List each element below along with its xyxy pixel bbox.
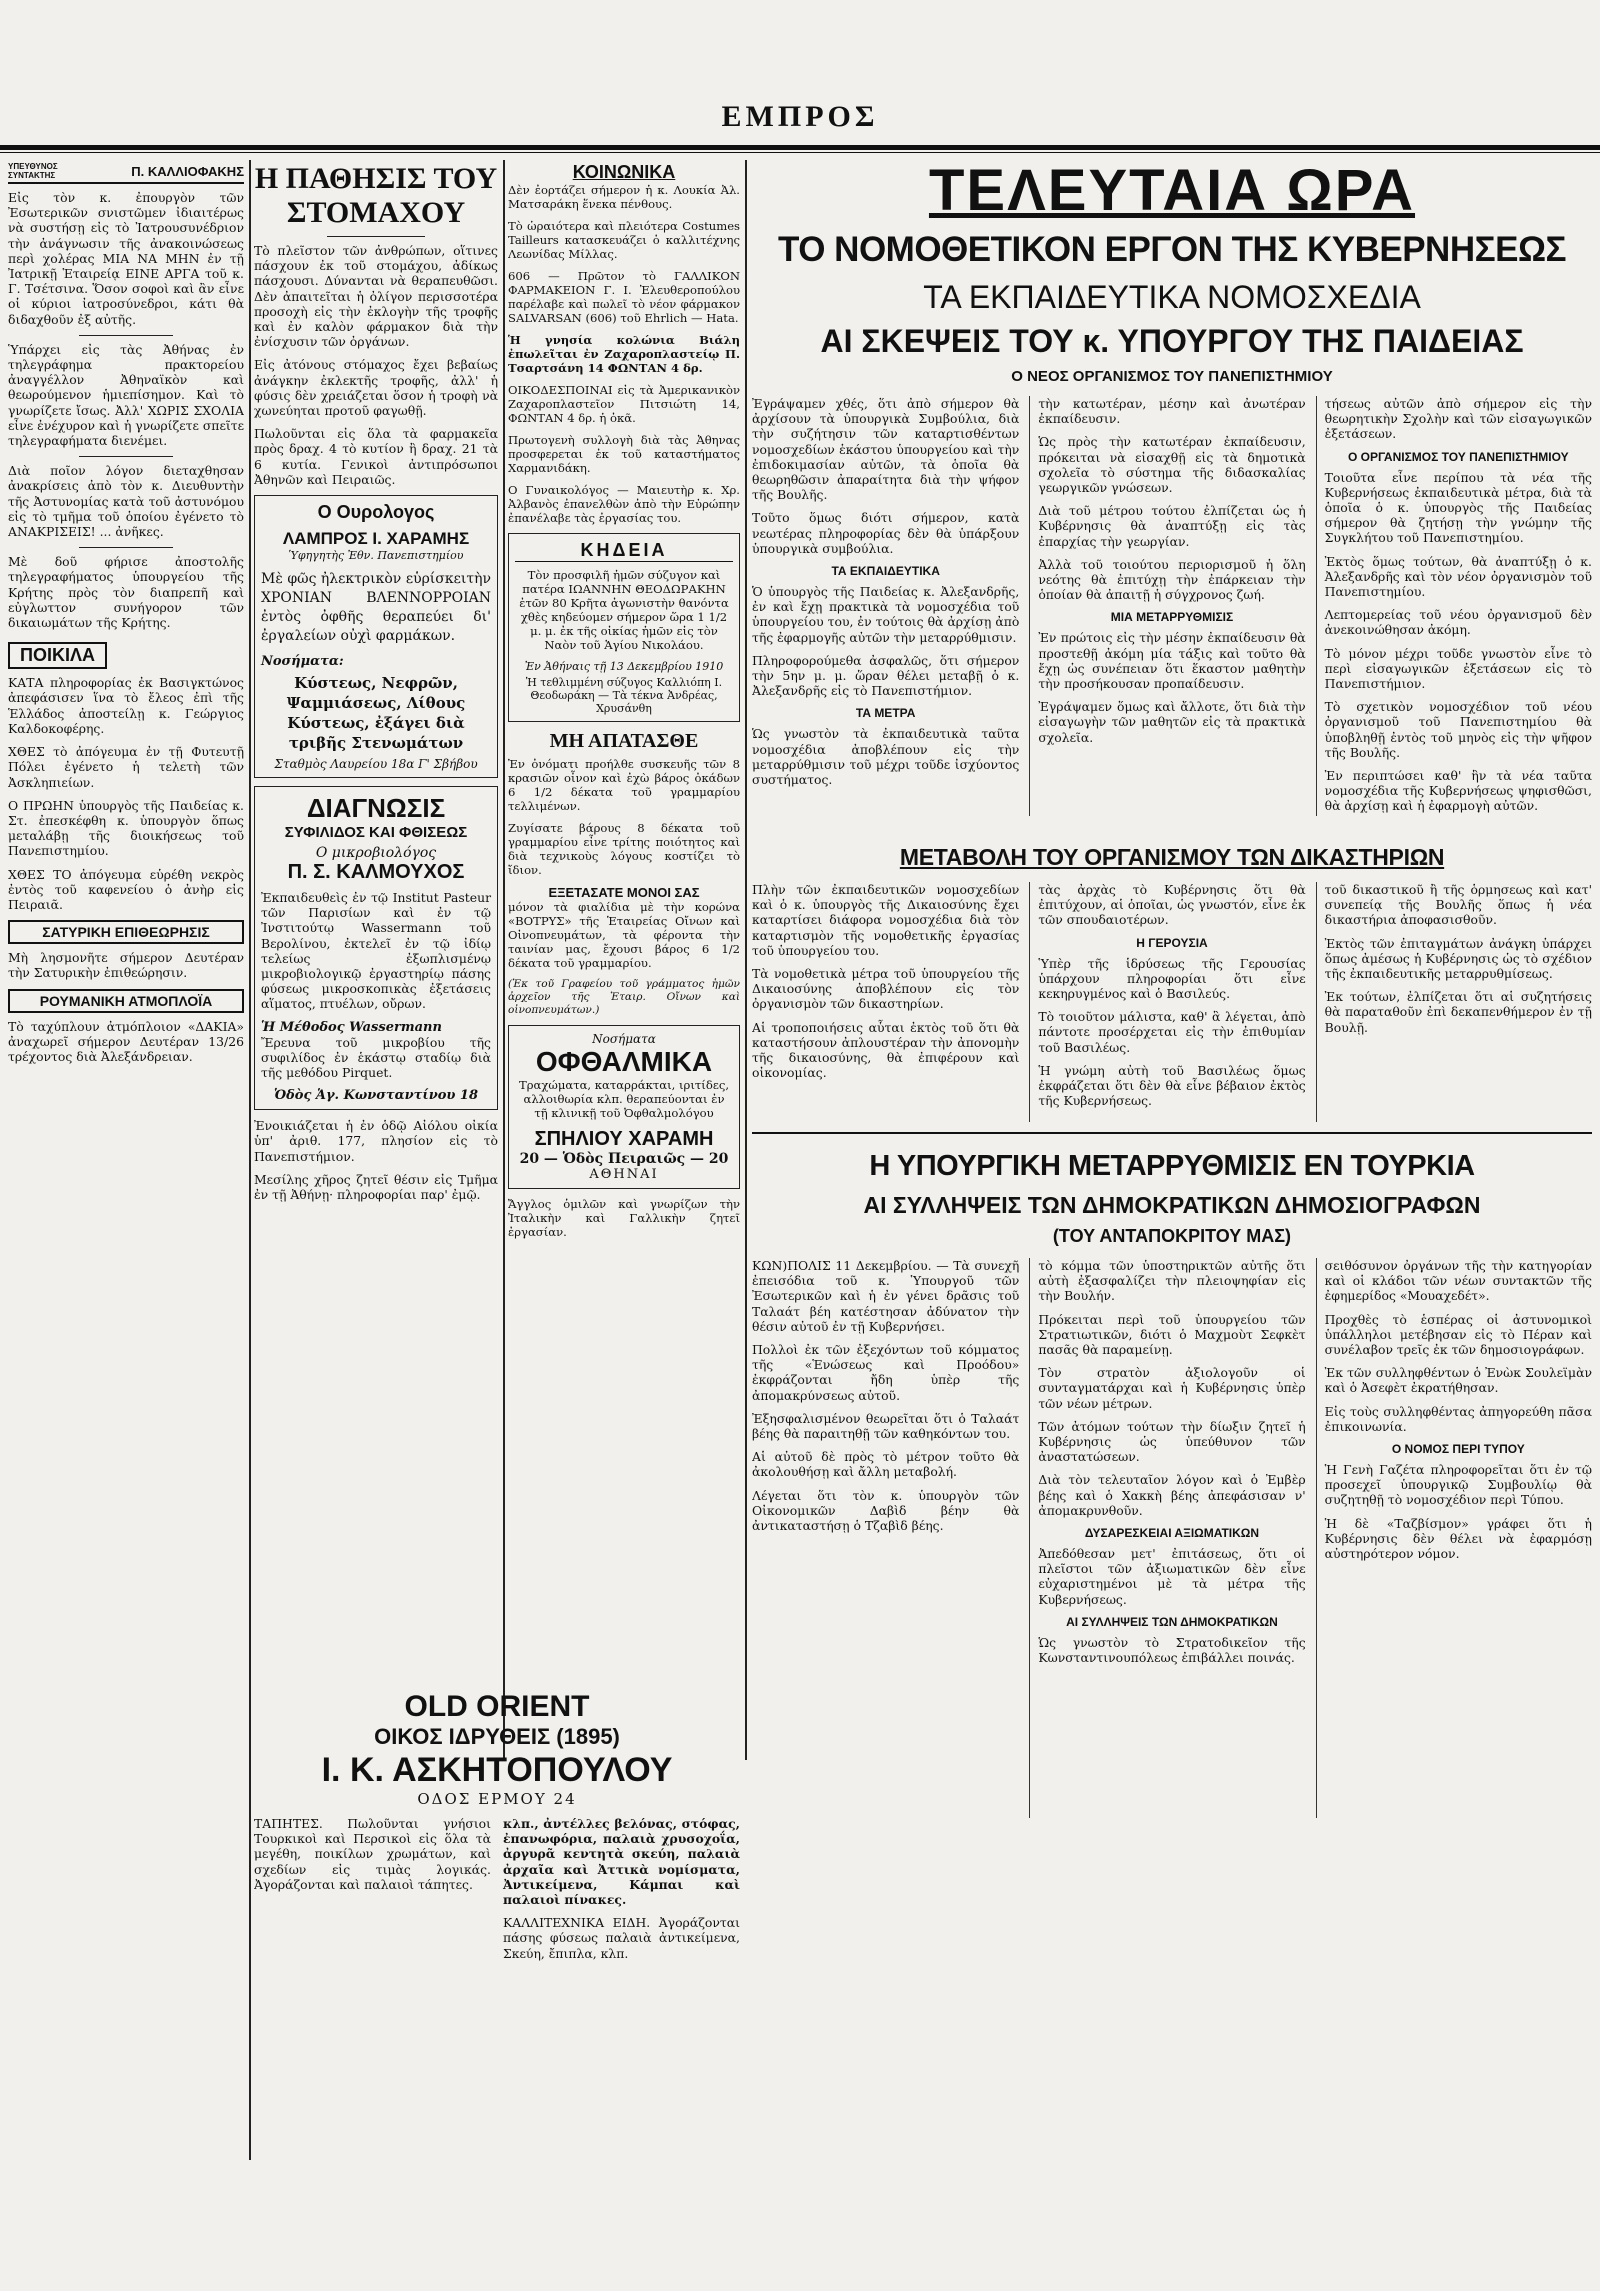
paragraph: Τὸ τοιοῦτον μάλιστα, καθ' ἃ λέγεται, ἀπὸ πάντοτε προσέρχεται εἰς τὴν ἐπιθυμίαν τοῦ Βασιλέως. bbox=[1038, 1009, 1306, 1055]
ad-diagnosis-doctor: Ο μικροβιολόγος bbox=[315, 845, 437, 862]
paragraph: Τὸ μόνον μέχρι τοῦδε γνωστὸν εἶνε τὸ περὶ εἰσαγωγικῶν ἐξετάσεων εἰς τὸ Πανεπιστήμιον. bbox=[1324, 645, 1592, 692]
paragraph: Ἐν ὀνόματι προήλθε συσκευῆς τῶν 8 κρασιῶν οἶνον καὶ ἐχὼ βάρος ὀκάδων 6 1/2 δέκατα τοῦ γραμμαρίου τελλιμένων. bbox=[508, 757, 740, 813]
ad-old-orient-text bbox=[254, 1816, 740, 1969]
paragraph: τὰς ἀρχὰς τὸ Κυβέρνησις ὅτι θὰ ἐπιτύχουν, αἱ ὁποῖαι, ὡς γνωστόν, εἶνε ἐκ τῶν σπουδαιοτέρων. bbox=[1038, 882, 1306, 928]
ad-ophthalmic-label: Νοσήματα bbox=[592, 1032, 656, 1046]
courts-col-2 bbox=[1029, 882, 1305, 1122]
editor-label: ΥΠΕΥΘΥΝΟΣ ΣΥΝΤΑΚΤΗΣ bbox=[8, 162, 58, 180]
paragraph: Πρωτογενὴ συλλογὴ διὰ τὰς Ἀθηνας προσφερεται ἐκ τοῦ καταστήματος Χαρμανιδάκη. bbox=[508, 433, 740, 475]
headline-legislative-work: ΤΟ ΝΟΜΟΘΕΤΙΚΟΝ ΕΡΓΟΝ ΤΗΣ ΚΥΒΕΡΝΗΣΕΩΣ bbox=[777, 230, 1567, 269]
paragraph: Ἐκ τῶν συλληφθέντων ὁ Ἐνὼκ Σουλεϊμὰν καὶ ὁ Ἀσεφὲτ ἐκρατήθησαν. bbox=[1324, 1365, 1592, 1396]
paragraph: Ἐκπαιδευθεὶς ἐν τῷ Institut Pasteur τῶν Παρισίων καὶ ἐν τῷ Ἰνστιτούτῳ Wassermann τοῦ Βερολίνου, ἐκτελεῖ ἐν τῷ ἰδίῳ τελείως ἐξωπλισμένῳ μικροβιολογικῷ ἐργαστηρίῳ πάσης φύσεως μικροσκοπικὰς ἐξετάσεις αἵματος, πτυέλων, οὔρων. bbox=[261, 890, 491, 1012]
ad-urologist-diseases: Κύστεως, Νεφρῶν, Ψαμμιάσεως, Λίθους Κύστεως, ἐξάγει διὰ τριβῆς Στενωμάτων bbox=[286, 674, 466, 753]
paragraph: Τὸ ὡραιότερα καὶ πλειότερα Costumes Tailleurs κατασκευάζει ὁ καλλιτέχνης Λεωνίδας Μίλλας. bbox=[508, 219, 740, 261]
paragraph: Αἱ τροποποιήσεις αὗται ἐκτὸς τοῦ ὅτι θὰ καταστήσουν ἀπλουστέραν τὴν ἀπονομὴν τῆς δικαιοσύνης, θὰ ἐπιφέρουν καὶ οἰκονομίας. bbox=[752, 1019, 1020, 1081]
section-heading-koinonika: ΚΟΙΝΩΝΙΚΑ bbox=[572, 162, 676, 182]
ad-ophthalmic bbox=[508, 1025, 740, 1189]
headline-turkey: Η ΥΠΟΥΡΓΙΚΗ ΜΕΤΑΡΡΥΘΜΙΣΙΣ ΕΝ ΤΟΥΡΚΙΑ bbox=[869, 1150, 1475, 1182]
paragraph: Ἄγγλος ὁμιλῶν καὶ γνωρίζων τὴν Ἰταλικὴν καὶ Γαλλικὴν ζητεῖ ἐργασίαν. bbox=[508, 1197, 740, 1239]
paragraph: Πληροφορούμεθα ἀσφαλῶς, ὅτι σήμερον τὴν 5ην μ. μ. ὥραν θέλει μεταβῇ ὁ κ. Ἀλεξανδρῆς εἰς τὸ Πανεπιστήμιον. bbox=[752, 652, 1020, 699]
paragraph: Μὲ δοῦ φήρισε ἀποστολῆς τηλεγραφήματος ὑπουργείου τῆς Κρήτης πρὸς τὸν διαπρεπῆ καὶ εὐγλωττον συνήγορον τῶν δικαιωμάτων τῆς Κρήτης. bbox=[8, 554, 244, 631]
paragraph: Ἡ γνησία κολώνια Βιάλη ἐπωλεῖται ἐν Ζαχαροπλαστείῳ Π. Τσαρτσάνη 14 ΦΩΝΤΑΝ 4 δρ. bbox=[508, 333, 740, 375]
lead-story bbox=[752, 160, 1592, 2280]
paragraph: τὸ κόμμα τῶν ὑποστηρικτῶν αὐτῆς ὅτι αὐτὴ ἐξασφαλίζει τὴν πλειοψηφίαν εἰς τὴν Βουλήν. bbox=[1038, 1258, 1306, 1304]
paragraph: Ἐκτὸς ὅμως τούτων, θὰ ἀναπτύξῃ ὁ κ. Ἀλεξανδρῆς καὶ τὸν νέον ὀργανισμὸν τοῦ Πανεπιστημίου. bbox=[1324, 553, 1592, 600]
ad-diagnosis-address: Ὁδὸς Ἁγ. Κωνσταντίνου 18 bbox=[273, 1088, 479, 1104]
ad-old-orient bbox=[254, 1690, 740, 2275]
courts-columns bbox=[752, 882, 1592, 1122]
paragraph: μόνον τὰ φιαλίδια μὲ τὴν κορώνα «ΒΟΤΡΥΣ» τῆς Ἑταιρείας Οἴνων καὶ Οἰνοπνευμάτων, τὰ φέροντα τὴν ταινίαν μας, ἔχουσι βάρος 6 1/2 δέκατα τοῦ γραμμαρίου. bbox=[508, 900, 740, 970]
paragraph: Ἐξησφαλισμένον θεωρεῖται ὅτι ὁ Ταλαάτ βέης θὰ παραιτηθῇ τῶν καθηκόντων του. bbox=[752, 1410, 1020, 1442]
paragraph: τήσεως αὐτῶν ἀπὸ σήμερον εἰς τὴν θεωρητικὴν Σχολὴν καὶ τῶν εἰσαγωγικῶν ἐξετάσεων. bbox=[1324, 396, 1592, 442]
turkey-col-2 bbox=[1029, 1258, 1305, 1818]
courts-col-1 bbox=[752, 882, 1019, 1122]
paragraph: Διὰ ποῖον λόγον διεταχθησαν ἀνακρίσεις ἀπὸ τὸν κ. Διευθυντὴν τῆς Ἀστυνομίας κατὰ τοῦ ἀστυνόμου εἰς τὸ τμῆμα τοῦ ὁποίου ἐγένετο τὸ ΑΝΑΚΡΙΣΕΙΣ! ... ἀνῆκες. bbox=[8, 463, 244, 540]
column-1 bbox=[8, 162, 244, 2272]
paragraph: ΚΑΛΛΙΤΕΧΝΙΚΑ ΕΙΔΗ. Ἀγοράζονται πάσης φύσεως παλαιὰ ἀντικείμενα, Σκεύη, ἔπιπλα, κλπ. bbox=[503, 1915, 740, 1961]
ad-urologist-address: Σταθμὸς Λαυρείου 18α Γ' Σβήβου bbox=[274, 757, 478, 772]
paragraph: σειθόσυνον ὀργάνων τῆς τὴν κατηγορίαν καὶ οἱ κλάδοι τῶν νέων συντακτῶν τῆς ἐφημερίδος «Μουαχεδέτ». bbox=[1324, 1258, 1592, 1304]
divider bbox=[79, 547, 173, 548]
paragraph: Ἡ γνώμη αὐτὴ τοῦ Βασιλέως ὅμως ἐκφράζεται ὅτι δὲν θὰ εἶνε βέβαιον ἐκτὸς τῆς Κυβερνήσεως. bbox=[1038, 1062, 1306, 1109]
lead-story-columns bbox=[752, 396, 1592, 816]
paragraph: Τοῦτο ὅμως διότι σήμερον, κατὰ νεωτέρας πληροφορίας δὲν θὰ ὑπάρξουν ὑπουργικὰ συμβούλια. bbox=[752, 510, 1020, 556]
funeral-notice bbox=[508, 533, 740, 722]
headline-minister-thoughts: ΑΙ ΣΚΕΨΕΙΣ ΤΟΥ κ. ΥΠΟΥΡΓΟΥ ΤΗΣ ΠΑΙΔΕΙΑΣ bbox=[820, 323, 1524, 359]
paragraph: Τῶν ἀτόμων τούτων τὴν δίωξιν ζητεῖ ἡ Κυβέρνησις ὡς ὑπεύθυνον τῶν ἀναστατώσεων. bbox=[1038, 1418, 1306, 1465]
courts-col-3 bbox=[1316, 882, 1592, 1122]
ad-ophthalmic-address: 20 — Ὁδὸς Πειραιῶς — 20 bbox=[519, 1151, 729, 1167]
section-heading-satirical: ΣΑΤΥΡΙΚΗ ΕΠΙΘΕΩΡΗΣΙΣ bbox=[8, 920, 244, 944]
funeral-heading: ΚΗΔΕΙΑ bbox=[515, 540, 733, 562]
paragraph: Ζυγίσατε βάρους 8 δέκατα τοῦ γραμμαρίου εἶνε τρίτης ποιότητος καὶ διὰ τεχνικοὺς λόγους κοστίζει τὸ ἴδιον. bbox=[508, 821, 740, 877]
divider bbox=[752, 1132, 1592, 1134]
paragraph: Τοιοῦτα εἶνε περίπου τὰ νέα τῆς Κυβερνήσεως ἐκπαιδευτικὰ μέτρα, διὰ τὰ ὁποῖα ὁ κ. ὑπουργὸς τῆς Παιδείας σήμερον θὰ ζητήσῃ τὴν γνώμην τῆς Συγκλήτου τοῦ Πανεπιστημίου. bbox=[1324, 469, 1592, 546]
ad-old-orient-right bbox=[503, 1816, 740, 1969]
paragraph: κλπ., ἀντέλλες βελόνας, στόφας, ἐπανωφόρια, παλαιὰ χρυσοχοΐα, ἀργυρᾶ κεντητὰ σκεύη, παλαιὰ ἀρχαῖα καὶ Ἀττικὰ νομίσματα, Ἀντικείμενα, Κάμπαι καὶ παλαιοὶ πίνακες. bbox=[503, 1816, 740, 1908]
paragraph: τοῦ δικαστικοῦ ἢ τῆς ὁρμησεως καὶ κατ' συνεπείᾳ τῆς Βουλῆς ὅπως ἡ νέα δικαστήρια ἀποφασισθοῦν. bbox=[1324, 882, 1592, 928]
editor-line bbox=[8, 162, 244, 184]
ad-diagnosis bbox=[254, 786, 498, 1110]
paragraph: τὴν κατωτέραν, μέσην καὶ ἀνωτέραν ἐκπαίδευσιν. bbox=[1038, 396, 1306, 427]
paragraph: Ὡς γνωστὸν τὸ Στρατοδικεῖον τῆς Κωνσταντινουπόλεως ἐπιβάλλει ποινάς. bbox=[1038, 1634, 1306, 1666]
subhead: Η ΓΕΡΟΥΣΙΑ bbox=[1136, 935, 1208, 950]
divider bbox=[79, 456, 173, 457]
subhead: ΑΙ ΣΥΛΛΗΨΕΙΣ ΤΩΝ ΔΗΜΟΚΡΑΤΙΚΩΝ bbox=[1066, 1614, 1278, 1629]
paragraph: Πωλοῦνται εἰς ὅλα τὰ φαρμακεῖα πρὸς δραχ. 4 τὸ κυτίον ἢ δραχ. 21 τὰ 6 κυτία. Γενικοὶ ἀντιπρόσωποι Ἀθηνῶν καὶ Πειραιῶς. bbox=[254, 426, 498, 487]
column-divider bbox=[249, 160, 251, 2160]
paragraph: Αἱ αὐτοῦ δὲ πρὸς τὸ μέτρον τοῦτο θὰ ἀκολουθήσῃ καὶ ἄλλη μεταβολή. bbox=[752, 1449, 1020, 1480]
ad-urologist-head: Ο Ουρολογος bbox=[317, 502, 435, 523]
paragraph: Ἐνοικιάζεται ἡ ἐν ὁδῷ Αἰόλου οἰκία ὑπ' ἀριθ. 177, πλησίον εἰς τὸ Πανεπιστήμιον. bbox=[254, 1118, 498, 1164]
ad-stomach-title: Η ΠΑΘΗΣΙΣ ΤΟΥ ΣΤΟΜΑΧΟΥ bbox=[254, 162, 498, 229]
paragraph: Μὴ λησμονῆτε σήμερον Δευτέραν τὴν Σατυρικὴν ἐπιθεώρησιν. bbox=[8, 950, 244, 981]
paragraph: Ἔρευνα τοῦ μικροβίου τῆς συφιλίδος ἐν ἑκάστῳ σταδίῳ διὰ τῆς μεθόδου Pirquet. bbox=[261, 1034, 491, 1081]
turkey-columns bbox=[752, 1258, 1592, 1818]
headline-correspondent: (ΤΟΥ ΑΝΤΑΠΟΚΡΙΤΟΥ ΜΑΣ) bbox=[1052, 1226, 1292, 1246]
paragraph: Πρόκειται περὶ τοῦ ὑπουργείου τῶν Στρατιωτικῶν, διότι ὁ Μαχμοὺτ Σεφκὲτ πασᾶς θὰ παραμείνῃ. bbox=[1038, 1311, 1306, 1358]
paragraph: Τραχώματα, καταρράκται, ιριτίδες, αλλοιθωρία κλπ. θεραπεύονται ἐν τῇ κλινικῇ τοῦ Ὀφθαλμολόγου bbox=[518, 1078, 730, 1120]
headline-arrests: ΑΙ ΣΥΛΛΗΨΕΙΣ ΤΩΝ ΔΗΜΟΚΡΑΤΙΚΩΝ ΔΗΜΟΣΙΟΓΡΑΦΩΝ bbox=[863, 1192, 1481, 1218]
paragraph: ΤΑΠΗΤΕΣ. Πωλοῦνται γνήσιοι Τουρκικοὶ καὶ Περσικοὶ εἰς ὅλα τὰ μεγέθη, ποικίλων χρωμάτων, καὶ σχεδίων εἰς τιμὰς λογικάς. Ἀγοράζονται καὶ παλαιοὶ τάπητες. bbox=[254, 1816, 491, 1892]
paragraph: Ἀλλὰ τοῦ τοιούτου περιορισμοῦ ἡ ὅλη νεότης θὰ ἐπιτύχῃ τὴν ἐπάρκειαν τὴν ὁποίαν θὰ ἀπαιτῇ ἡ σύγχρονος ζωή. bbox=[1038, 556, 1306, 603]
paragraph: Ο ΠΡΩΗΝ ὑπουργὸς τῆς Παιδείας κ. Στ. ἐπεσκέφθη κ. ὑπουργὸν ὅπως μεταλάβῃ τῆς διοικήσεως τοῦ Πανεπιστημίου. bbox=[8, 797, 244, 859]
paragraph: Προχθὲς τὸ ἑσπέρας οἱ ἀστυνομικοὶ ὑπάλληλοι μετέβησαν εἰς τὸ Πέραν καὶ συνέλαβον τρεῖς ἐκ τῶν δημοσιογράφων. bbox=[1324, 1311, 1592, 1358]
paragraph: Διὰ τοῦ μέτρου τούτου ἐλπίζεται ὡς ἡ Κυβέρνησις θὰ ἀναπτύξῃ εἰς τὰς ἐπαρχίας τὴν γεωργίαν. bbox=[1038, 503, 1306, 549]
paragraph: Ἐκ τούτων, ἐλπίζεται ὅτι αἱ συζητήσεις θὰ παραταθοῦν ἐπὶ δεκαπενθήμερον ἐν τῇ Βουλῇ. bbox=[1324, 989, 1592, 1035]
subhead: ΔΥΣΑΡΕΣΚΕΙΑΙ ΑΞΙΩΜΑΤΙΚΩΝ bbox=[1084, 1526, 1260, 1541]
masthead-rule bbox=[0, 145, 1600, 150]
paragraph: Πλὴν τῶν ἐκπαιδευτικῶν νομοσχεδίων καὶ ὁ κ. ὑπουργὸς τῆς Δικαιοσύνης ἔχει καταρτίσει διάφορα νομοσχέδια διὰ τὸν καταρτισμὸν τῆς νομοθετικῆς ἐργασίας τοῦ ὑπουργείου του. bbox=[752, 882, 1020, 958]
lead-col-1 bbox=[752, 396, 1019, 816]
paragraph: Ὡς πρὸς τὴν κατωτέραν ἐκπαίδευσιν, πρόκειται νὰ εἰσαχθῇ εἰς τὰ δημοτικὰ σχολεῖα τὸ σύστημα τῆς διδασκαλίας γεωργικῶν γνώσεων. bbox=[1038, 434, 1306, 496]
paragraph: Ἐν περιπτώσει καθ' ἣν τὰ νέα ταῦτα νομοσχέδια τῆς Κυβερνήσεως ψηφισθῶσι, θὰ ἀρχίσῃ καὶ ἡ ἐφαρμογὴ αὐτῶν. bbox=[1324, 768, 1592, 814]
paragraph: Διὰ τὸν τελευταῖον λόγον καὶ ὁ Ἐμβὲρ βέης καὶ ὁ Χακκὴ βέης ἀπεφάσισαν ν' ἀπομακρυνθοῦν. bbox=[1038, 1472, 1306, 1518]
funeral-date: Ἐν Ἀθήναις τῇ 13 Δεκεμβρίου 1910 bbox=[524, 660, 724, 673]
ad-diagnosis-method: Ἡ Μέθοδος Wassermann bbox=[261, 1019, 442, 1035]
headline-university: Ο ΝΕΟΣ ΟΡΓΑΝΙΣΜΟΣ ΤΟΥ ΠΑΝΕΠΙΣΤΗΜΙΟΥ bbox=[1011, 368, 1333, 385]
ad-ophthalmic-city: ΑΘΗΝΑΙ bbox=[589, 1167, 659, 1182]
paragraph: Τὰ νομοθετικὰ μέτρα τοῦ ὑπουργείου τῆς Δικαιοσύνης ἀποβλέπουν εἰς τὸν ὀργανισμὸν τῶν δικαστηρίων. bbox=[752, 966, 1020, 1012]
ad-old-orient-owner: Ι. Κ. ΑΣΚΗΤΟΠΟΥΛΟΥ bbox=[321, 1751, 673, 1789]
paragraph: (Ἐκ τοῦ Γραφείου τοῦ γράμματος ἡμῶν ἀρχεῖον τῆς Ἑταιρ. Οἴνων καὶ οἰνοπνευμάτων.) bbox=[508, 978, 740, 1016]
paragraph: Ὑπάρχει εἰς τὰς Ἀθήνας ἐν τηλεγράφημα πρακτορείου ἀναγγέλλον Ἀθηναϊκὸν καὶ θεωρούμενον ἡμιεπίσημον. Καὶ τὸ γνωρίζετε ἴσως. Ἀλλ' ΧΩΡΙΣ ΣΧΟΛΙΑ εἶνε ἐνέχυρον καὶ ἡ γνωρίζετε σπεῖτε τηλεγραφήματα διενέμει. bbox=[8, 341, 244, 449]
paragraph: Μὲ φῶς ἠλεκτρικὸν εὑρίσκειτὴν ΧΡΟΝΙΑΝ ΒΛΕΝΝΟΡΡΟΙΑΝ ἐντὸς ὀφθῆς θεραπεύει δι' ἐργαλείων οὐχὶ φαρμάκων. bbox=[261, 571, 491, 645]
ad-old-orient-address: ΟΔΟΣ ΕΡΜΟΥ 24 bbox=[417, 1790, 577, 1808]
ad-urologist-name: ΛΑΜΠΡΟΣ Ι. ΧΑΡΑΜΗΣ bbox=[282, 529, 470, 549]
subhead: ΤΑ ΕΚΠΑΙΔΕΥΤΙΚΑ bbox=[831, 564, 940, 579]
ad-old-orient-title: OLD ORIENT bbox=[404, 1690, 590, 1723]
ad-urologist-sub: Ὑφηγητὴς Ἐθν. Πανεπιστημίου bbox=[288, 549, 464, 563]
paragraph: Ἐν πρώτοις εἰς τὴν μέσην ἐκπαίδευσιν θὰ προστεθῇ ἀκόμη μία τάξις καὶ τοῦτο θὰ ἔχῃ ὡς συνέπειαν ὅτι ἕκαστον μαθητὴν τὴν προσήκουσαν προπαίδευσιν. bbox=[1038, 630, 1306, 692]
ad-old-orient-established: ΟΙΚΟΣ ΙΔΡΥΘΕΙΣ (1895) bbox=[374, 1724, 620, 1749]
divider bbox=[79, 335, 173, 336]
paragraph: Ὁ ὑπουργὸς τῆς Παιδείας κ. Ἀλεξανδρῆς, ἐν καὶ ἔχῃ πρακτικὰ τὰ νομοσχέδια τοῦ ὑπουργείου του, ἐν τούτοις θὰ ἀρχίσῃ ἀπὸ τῆς ἐφαρμογῆς αὐτῶν τὴν μεταρρύθμισιν. bbox=[752, 584, 1020, 645]
paragraph: Μεσίλης χῆρος ζητεῖ θέσιν εἰς Τμῆμα ἐν τῇ Ἀθήνῃ· πληροφορίαι παρ' ἐμῷ. bbox=[254, 1171, 498, 1203]
paragraph: Ἐκτὸς τῶν ἐπιταγμάτων ἀνάγκη ὑπάρχει ὅπως ἀμέσως ἡ Κυβέρνησις ὡς τὸ σχέδιον τῆς ἐκπαιδευτικῆς μεταρρυθμίσεως. bbox=[1324, 935, 1592, 982]
examine-heading: ΕΞΕΤΑΣΑΤΕ ΜΟΝΟΙ ΣΑΣ bbox=[548, 885, 700, 900]
paragraph: Τὸ ταχύπλουν ἀτμόπλοιον «ΔΑΚΙΑ» ἀναχωρεῖ σήμερον Δευτέραν 13/26 τρέχοντος διὰ Ἀλεξάνδρειαν. bbox=[8, 1018, 244, 1064]
ad-diagnosis-title: ΔΙΑΓΝΩΣΙΣ bbox=[306, 793, 446, 824]
subhead: ΜΙΑ ΜΕΤΑΡΡΥΘΜΙΣΙΣ bbox=[1110, 610, 1234, 625]
section-heading-poikila: ΠΟΙΚΙΛΑ bbox=[8, 642, 107, 669]
paragraph: 606 — Πρῶτον τὸ ΓΑΛΛΙΚΟΝ ΦΑΡΜΑΚΕΙΟΝ Γ. Ι. Ἐλευθεροπούλου παρέλαβε καὶ πωλεῖ τὸ νέον φάρμακον SALVARSAN (606) τοῦ Ehrlich — Hata. bbox=[508, 269, 740, 325]
section-heading-romanian: ΡΟΥΜΑΝΙΚΗ ΑΤΜΟΠΛΟΪΑ bbox=[8, 989, 244, 1013]
paragraph: Λεπτομερείας τοῦ νέου ὀργανισμοῦ δὲν ἀνεκοινώθησαν ἀκόμη. bbox=[1324, 607, 1592, 638]
paragraph: Ο Γυναικολόγος — Μαιευτὴρ κ. Χρ. Ἀλβανὸς ἐπανελθὼν ἀπὸ τὴν Εὐρώπην ἐπανέλαβε τὰς ἐργασίας του. bbox=[508, 483, 740, 525]
headline-education-bills: ΤΑ ΕΚΠΑΙΔΕΥΤΙΚΑ ΝΟΜΟΣΧΕΔΙΑ bbox=[923, 279, 1421, 315]
paragraph: Ὑπὲρ τῆς ἱδρύσεως τῆς Γερουσίας ὑπάρχουν πληροφορίαι ὅτι εἶνε κεκηρυγμένος καὶ ὁ Βασιλεύς. bbox=[1038, 955, 1306, 1002]
section-heading-apatasthe: ΜΗ ΑΠΑΤΑΣΘΕ bbox=[549, 730, 699, 752]
lead-col-3 bbox=[1316, 396, 1592, 816]
headline-courts: ΜΕΤΑΒΟΛΗ ΤΟΥ ΟΡΓΑΝΙΣΜΟΥ ΤΩΝ ΔΙΚΑΣΤΗΡΙΩΝ bbox=[899, 844, 1445, 870]
paragraph: Τὸν προσφιλῆ ἡμῶν σύζυγον καὶ πατέρα ΙΩΑΝΝΗΝ ΘΕΟΔΩΡΑΚΗΝ ἐτῶν 80 Κρῆτα ἀγωνιστὴν θανόντα χθὲς κηδεύομεν σήμερον ὥρα 1 1/2 μ. μ. ἐκ τῆς οἰκίας ἡμῶν εἰς τὸν Ναὸν τοῦ Ἁγίου Νικολάου. bbox=[519, 568, 729, 652]
paragraph: Δὲν ἐορτάζει σήμερον ἡ κ. Λουκία Ἀλ. Ματσαράκη ἕνεκα πένθους. bbox=[508, 183, 740, 211]
paragraph: Τὸ πλεῖστον τῶν ἀνθρώπων, οἵτινες πάσχουν ἐκ τοῦ στομάχου, ἀδίκως πάσχουσι. Δύνανται νὰ θεραπευθῶσι. Δὲν ἀπαιτεῖται ἡ ὀλίγον περισσοτέρα προσοχὴ εἰς τὴν ἐκλογὴν τῆς τροφῆς καὶ ἐν καλὸν φάρμακον διὰ τὴν ἐνίσχυσιν τῶν ὀργάνων. bbox=[254, 243, 498, 350]
turkey-col-3 bbox=[1316, 1258, 1592, 1818]
paragraph: Πολλοὶ ἐκ τῶν ἐξεχόντων τοῦ κόμματος τῆς «Ἑνώσεως καὶ Προόδου» ἐκφράζονται ἤδη ὑπὲρ τῆς ἀπομακρύνσεως αὐτοῦ. bbox=[752, 1342, 1020, 1403]
paragraph: Ὡς γνωστὸν τὰ ἐκπαιδευτικὰ ταῦτα νομοσχέδια ἀποβλέπουν εἰς τὴν μεταρρύθμισιν τοῦ μέχρι τοῦδε ἰσχύοντος συστήματος. bbox=[752, 726, 1020, 788]
paragraph: Ἐγράψαμεν χθές, ὅτι ἀπὸ σήμερον θὰ ἀρχίσουν τὰ ὑπουργικὰ Συμβούλια, διὰ τὴν συζήτησιν τῶν καταρτισθέντων νομοσχεδίων ἑκάστου ὑπουργείου καὶ τὴν ἐπιδοκιμασίαν αὐτῶν, τὰ ὁποῖα θὰ θεωρηθῶσιν ἀπαραίτητα διὰ τὴν ψήφον τῆς Βουλῆς. bbox=[752, 396, 1020, 503]
column-divider bbox=[745, 160, 747, 1760]
subhead: Ο ΝΟΜΟΣ ΠΕΡΙ ΤΥΠΟΥ bbox=[1391, 1442, 1525, 1457]
paragraph: ΟΙΚΟΔΕΣΠΟΙΝΑΙ εἰς τὰ Ἀμερικανικὸν Ζαχαροπλαστεῖον Πιτσιώτη 14, ΦΩΝΤΑΝ 4 δρ. ἡ ὀκᾶ. bbox=[508, 383, 740, 425]
paragraph: Τὸ σχετικὸν νομοσχέδιον τοῦ νέου ὀργανισμοῦ τοῦ Πανεπιστημίου θὰ ὑποβληθῇ ἐντὸς τοῦ μηνὸς εἰς τὴν ψῆφον τῆς Βουλῆς. bbox=[1324, 699, 1592, 760]
lead-col-2 bbox=[1029, 396, 1305, 816]
ad-ophthalmic-title: ΟΦΘΑΛΜΙΚΑ bbox=[535, 1046, 713, 1077]
masthead: ΕΜΠΡΟΣ bbox=[721, 100, 879, 133]
editor-name: Π. ΚΑΛΛΙΟΦΑΚΗΣ bbox=[131, 163, 244, 179]
paragraph: Λέγεται ὅτι τὸν κ. ὑπουργὸν τῶν Οἰκονομικῶν Δαβὶδ βέην θὰ ἀντικαταστήσῃ ὁ Τζαβὶδ βέης. bbox=[752, 1487, 1020, 1534]
paragraph: Ἐγράψαμεν ὅμως καὶ ἄλλοτε, ὅτι διὰ τὴν εἰσαγωγὴν τῶν μαθητῶν εἰς τὰ πρακτικὰ σχολεῖα. bbox=[1038, 699, 1306, 745]
paragraph: ΚΩΝ)ΠΟΛΙΣ 11 Δεκεμβρίου. — Τὰ συνεχῆ ἐπεισόδια τοῦ κ. Ὑπουργοῦ τῶν Ἐσωτερικῶν καὶ ἡ ἐν γένει δρᾶσις τοῦ Ταλαάτ βέη κατέστησαν ἀδύνατον τὴν θέσιν αὐτοῦ ἐν τῇ Κυβερνήσει. bbox=[752, 1258, 1020, 1334]
masthead-rule-thin bbox=[0, 152, 1600, 153]
paragraph: Τὸν στρατὸν ἀξιολογοῦν οἱ συνταγματάρχαι καὶ ἡ Κυβέρνησις ὑπὲρ τῶν νέων μέτρων. bbox=[1038, 1365, 1306, 1411]
paragraph: Εἰς τοὺς συλληφθέντας ἀπηγορεύθη πᾶσα ἐπικοινωνία. bbox=[1324, 1403, 1592, 1434]
paragraph: Ἀπεδόθεσαν μετ' ἐπιτάσεως, ὅτι οἱ πλεῖστοι τῶν ἀξιωματικῶν δὲν εἶνε εὐχαριστημένοι μὲ τὰ μέτρα τῆς Κυβερνήσεως. bbox=[1038, 1546, 1306, 1607]
column-2 bbox=[254, 162, 498, 1682]
subhead: Ο ΟΡΓΑΝΙΣΜΟΣ ΤΟΥ ΠΑΝΕΠΙΣΤΗΜΙΟΥ bbox=[1348, 449, 1569, 464]
paragraph: Εἰς τὸν κ. ἐπουργὸν τῶν Ἐσωτερικῶν σνιστῶμεν ἰδιαιτέρως νὰ συστήσῃ εἰς τὸ Ἰατρουσυνέδριον τὴν ἀνάγνωσιν τῆς ἀνακοινώσεως περὶ χολέρας ΜΙΑ ΝΑ ΜΗΝ ἐν τῇ Ἰατρικῇ Ἑταιρείᾳ ΕΙΝΕ ΑΡΓΑ τοῦ κ. Γ. Τσέτσινα. Ὅσον σοφοὶ καὶ ἂν εἶνε οἱ κύριοι ἰατροσύνεδροι, κάτι θὰ διδαχθοῦν ἐξ αὐτῆς. bbox=[8, 190, 244, 327]
divider bbox=[327, 236, 425, 237]
paragraph: Εἰς ἀτόνους στόμαχος ἔχει βεβαίως ἀνάγκην ἐκλεκτῆς τροφῆς, ἀλλ' ἡ φύσις δὲν χρειάζεται ὅσον ἡ τροφὴ νὰ χωνεύηται προτοῦ φαγωθῇ. bbox=[254, 357, 498, 419]
ad-diagnosis-sub: ΣΥΦΙΛΙΔΟΣ ΚΑΙ ΦΘΙΣΕΩΣ bbox=[284, 824, 468, 842]
paragraph: ΧΘΕΣ ΤΟ ἀπόγευμα εὑρέθη νεκρὸς ἐντὸς τοῦ καφενείου ὁ ἀνὴρ εἰς Πειραιᾶ. bbox=[8, 866, 244, 912]
ad-ophthalmic-name: ΣΠΗΛΙΟΥ ΧΑΡΑΜΗ bbox=[534, 1128, 714, 1150]
ad-urologist bbox=[254, 495, 498, 778]
ad-diagnosis-name: Π. Σ. ΚΑΛΜΟΥΧΟΣ bbox=[287, 861, 465, 884]
paragraph: Ἡ Γενὴ Γαζέτα πληροφορεῖται ὅτι ἐν τῷ προσεχεῖ ὑπουργικῷ Συμβουλίῳ θὰ συζητηθῇ τὸ νομοσχέδιον περὶ Τύπου. bbox=[1324, 1462, 1592, 1508]
funeral-family: Ἡ τεθλιμμένη σύζυγος Καλλιόπη Ι. Θεοδωράκη — Τὰ τέκνα Ἀνδρέας, Χρυσάνθη bbox=[525, 676, 723, 715]
paragraph: ΚΑΤΑ πληροφορίας ἐκ Βασιγκτώνος ἀπεφάσισεν ἵνα τὸ ἔλεος ἐπὶ τῆς Ἑλλάδος ἀποστείλῃ κ. Γεώργιος Καλδοκοφέρης. bbox=[8, 675, 244, 736]
turkey-col-1 bbox=[752, 1258, 1019, 1818]
paragraph: ΧΘΕΣ τὸ ἀπόγευμα ἐν τῇ Φυτευτῇ Πόλει ἐγένετο ἡ τελετὴ τῶν Ἀσκληπιείων. bbox=[8, 744, 244, 790]
column-3 bbox=[508, 162, 740, 1682]
subhead: ΤΑ ΜΕΤΡΑ bbox=[855, 706, 916, 721]
headline-last-hour: ΤΕΛΕΥΤΑΙΑ ΩΡΑ bbox=[928, 160, 1416, 223]
column-divider bbox=[503, 160, 505, 1760]
paragraph: Ἡ δὲ «Ταζβίσμον» γράφει ὅτι ἡ Κυβέρνησις δὲν θέλει νὰ ἐφαρμόσῃ αὐστηρότερον νόμον. bbox=[1324, 1515, 1592, 1562]
ad-urologist-label: Νοσήματα: bbox=[261, 654, 344, 670]
